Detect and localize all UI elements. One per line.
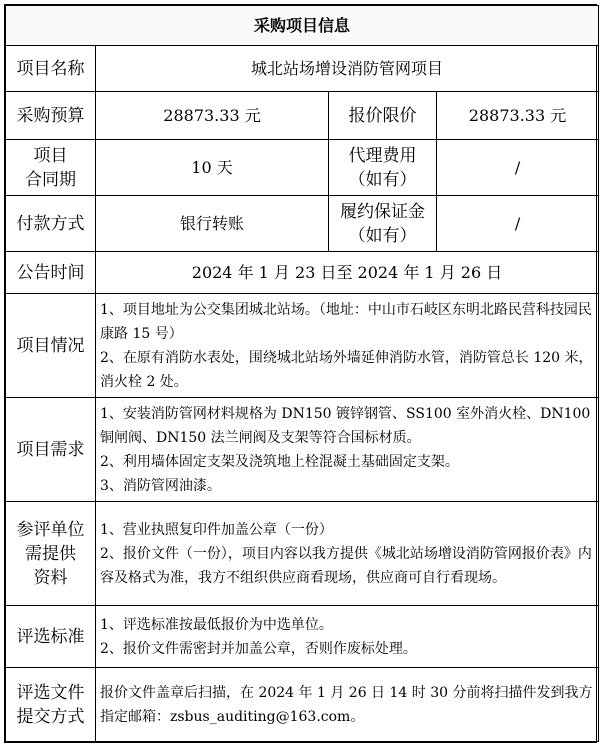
contract-period-label-line: 项目 — [33, 145, 68, 166]
project-info-line: 1、项目地址为公交集团城北站场。（地址：中山市石岐区东明北路民营科技园民康路 15 号） — [100, 301, 592, 342]
submission-label-line: 提交方式 — [16, 706, 85, 727]
contract-period-label — [6, 140, 96, 196]
criteria-line: 1、评选标准按最低报价为中选单位。 — [100, 616, 333, 633]
project-needs-line: 3、消防管网油漆。 — [100, 477, 221, 494]
bidder-docs-label-line: 需提供 — [25, 543, 76, 564]
project-needs-line: 1、安装消防管网材料规格为 DN150 镀锌钢管、SS100 室外消火栓、DN100 铜闸阀、DN150 法兰闸阀及支架等符合国标材质。 — [100, 405, 591, 446]
bidder-docs-line: 1、营业执照复印件加盖公章（一份） — [100, 521, 333, 538]
project-info-content — [96, 294, 599, 398]
bidder-docs-label-line: 资料 — [33, 567, 68, 588]
submission-line: 报价文件盖章后扫描，在 2024 年 1 月 26 日 14 时 30 分前将扫描件发到我方指定邮箱：zsbus_auditing@163.com。 — [100, 684, 593, 725]
project-name-label: 项目名称 — [6, 46, 96, 92]
payment-method-label: 付款方式 — [6, 196, 96, 252]
submission-label-line: 评选文件 — [16, 682, 85, 703]
table-title: 采购项目信息 — [6, 6, 599, 46]
agency-fee-label — [329, 140, 437, 196]
announce-time-value: 2024 年 1 月 23 日至 2024 年 1 月 26 日 — [96, 252, 599, 294]
agency-fee-value: / — [437, 140, 599, 196]
bidder-docs-line: 2、报价文件（一份），项目内容以我方提供《城北站场增设消防管网报价表》内容及格式为准，我方不组织供应商看现场，供应商可自行看现场。 — [100, 545, 592, 586]
agency-fee-label-line: （如有） — [348, 169, 417, 190]
bidder-docs-content — [96, 502, 599, 606]
payment-method-value: 银行转账 — [96, 196, 329, 252]
performance-bond-label-line: 履约保证金 — [340, 201, 425, 222]
procurement-info-table — [4, 4, 597, 743]
agency-fee-label-line: 代理费用 — [348, 145, 417, 166]
budget-label: 采购预算 — [6, 92, 96, 140]
project-info-label: 项目情况 — [6, 294, 96, 398]
criteria-content — [96, 606, 599, 668]
contract-period-value: 10 天 — [96, 140, 329, 196]
performance-bond-label-line: （如有） — [348, 225, 417, 246]
project-name-value: 城北站场增设消防管网项目 — [96, 46, 599, 92]
bidder-docs-label-line: 参评单位 — [16, 519, 85, 540]
submission-content — [96, 668, 599, 742]
contract-period-label-line: 合同期 — [25, 169, 76, 190]
budget-value: 28873.33 元 — [96, 92, 329, 140]
performance-bond-value: / — [437, 196, 599, 252]
price-limit-label: 报价限价 — [329, 92, 437, 140]
project-info-line: 2、在原有消防水表处，围绕城北站场外墙延伸消防水管，消防管总长 120 米，消火栓 2 处。 — [100, 349, 593, 390]
project-needs-label: 项目需求 — [6, 398, 96, 502]
project-needs-content — [96, 398, 599, 502]
bidder-docs-label — [6, 502, 96, 606]
performance-bond-label — [329, 196, 437, 252]
criteria-label: 评选标准 — [6, 606, 96, 668]
announce-time-label: 公告时间 — [6, 252, 96, 294]
price-limit-value: 28873.33 元 — [437, 92, 599, 140]
project-needs-line: 2、利用墙体固定支架及浇筑地上栓混凝土基础固定支架。 — [100, 453, 459, 470]
submission-label — [6, 668, 96, 742]
criteria-line: 2、报价文件需密封并加盖公章，否则作废标处理。 — [100, 640, 417, 657]
